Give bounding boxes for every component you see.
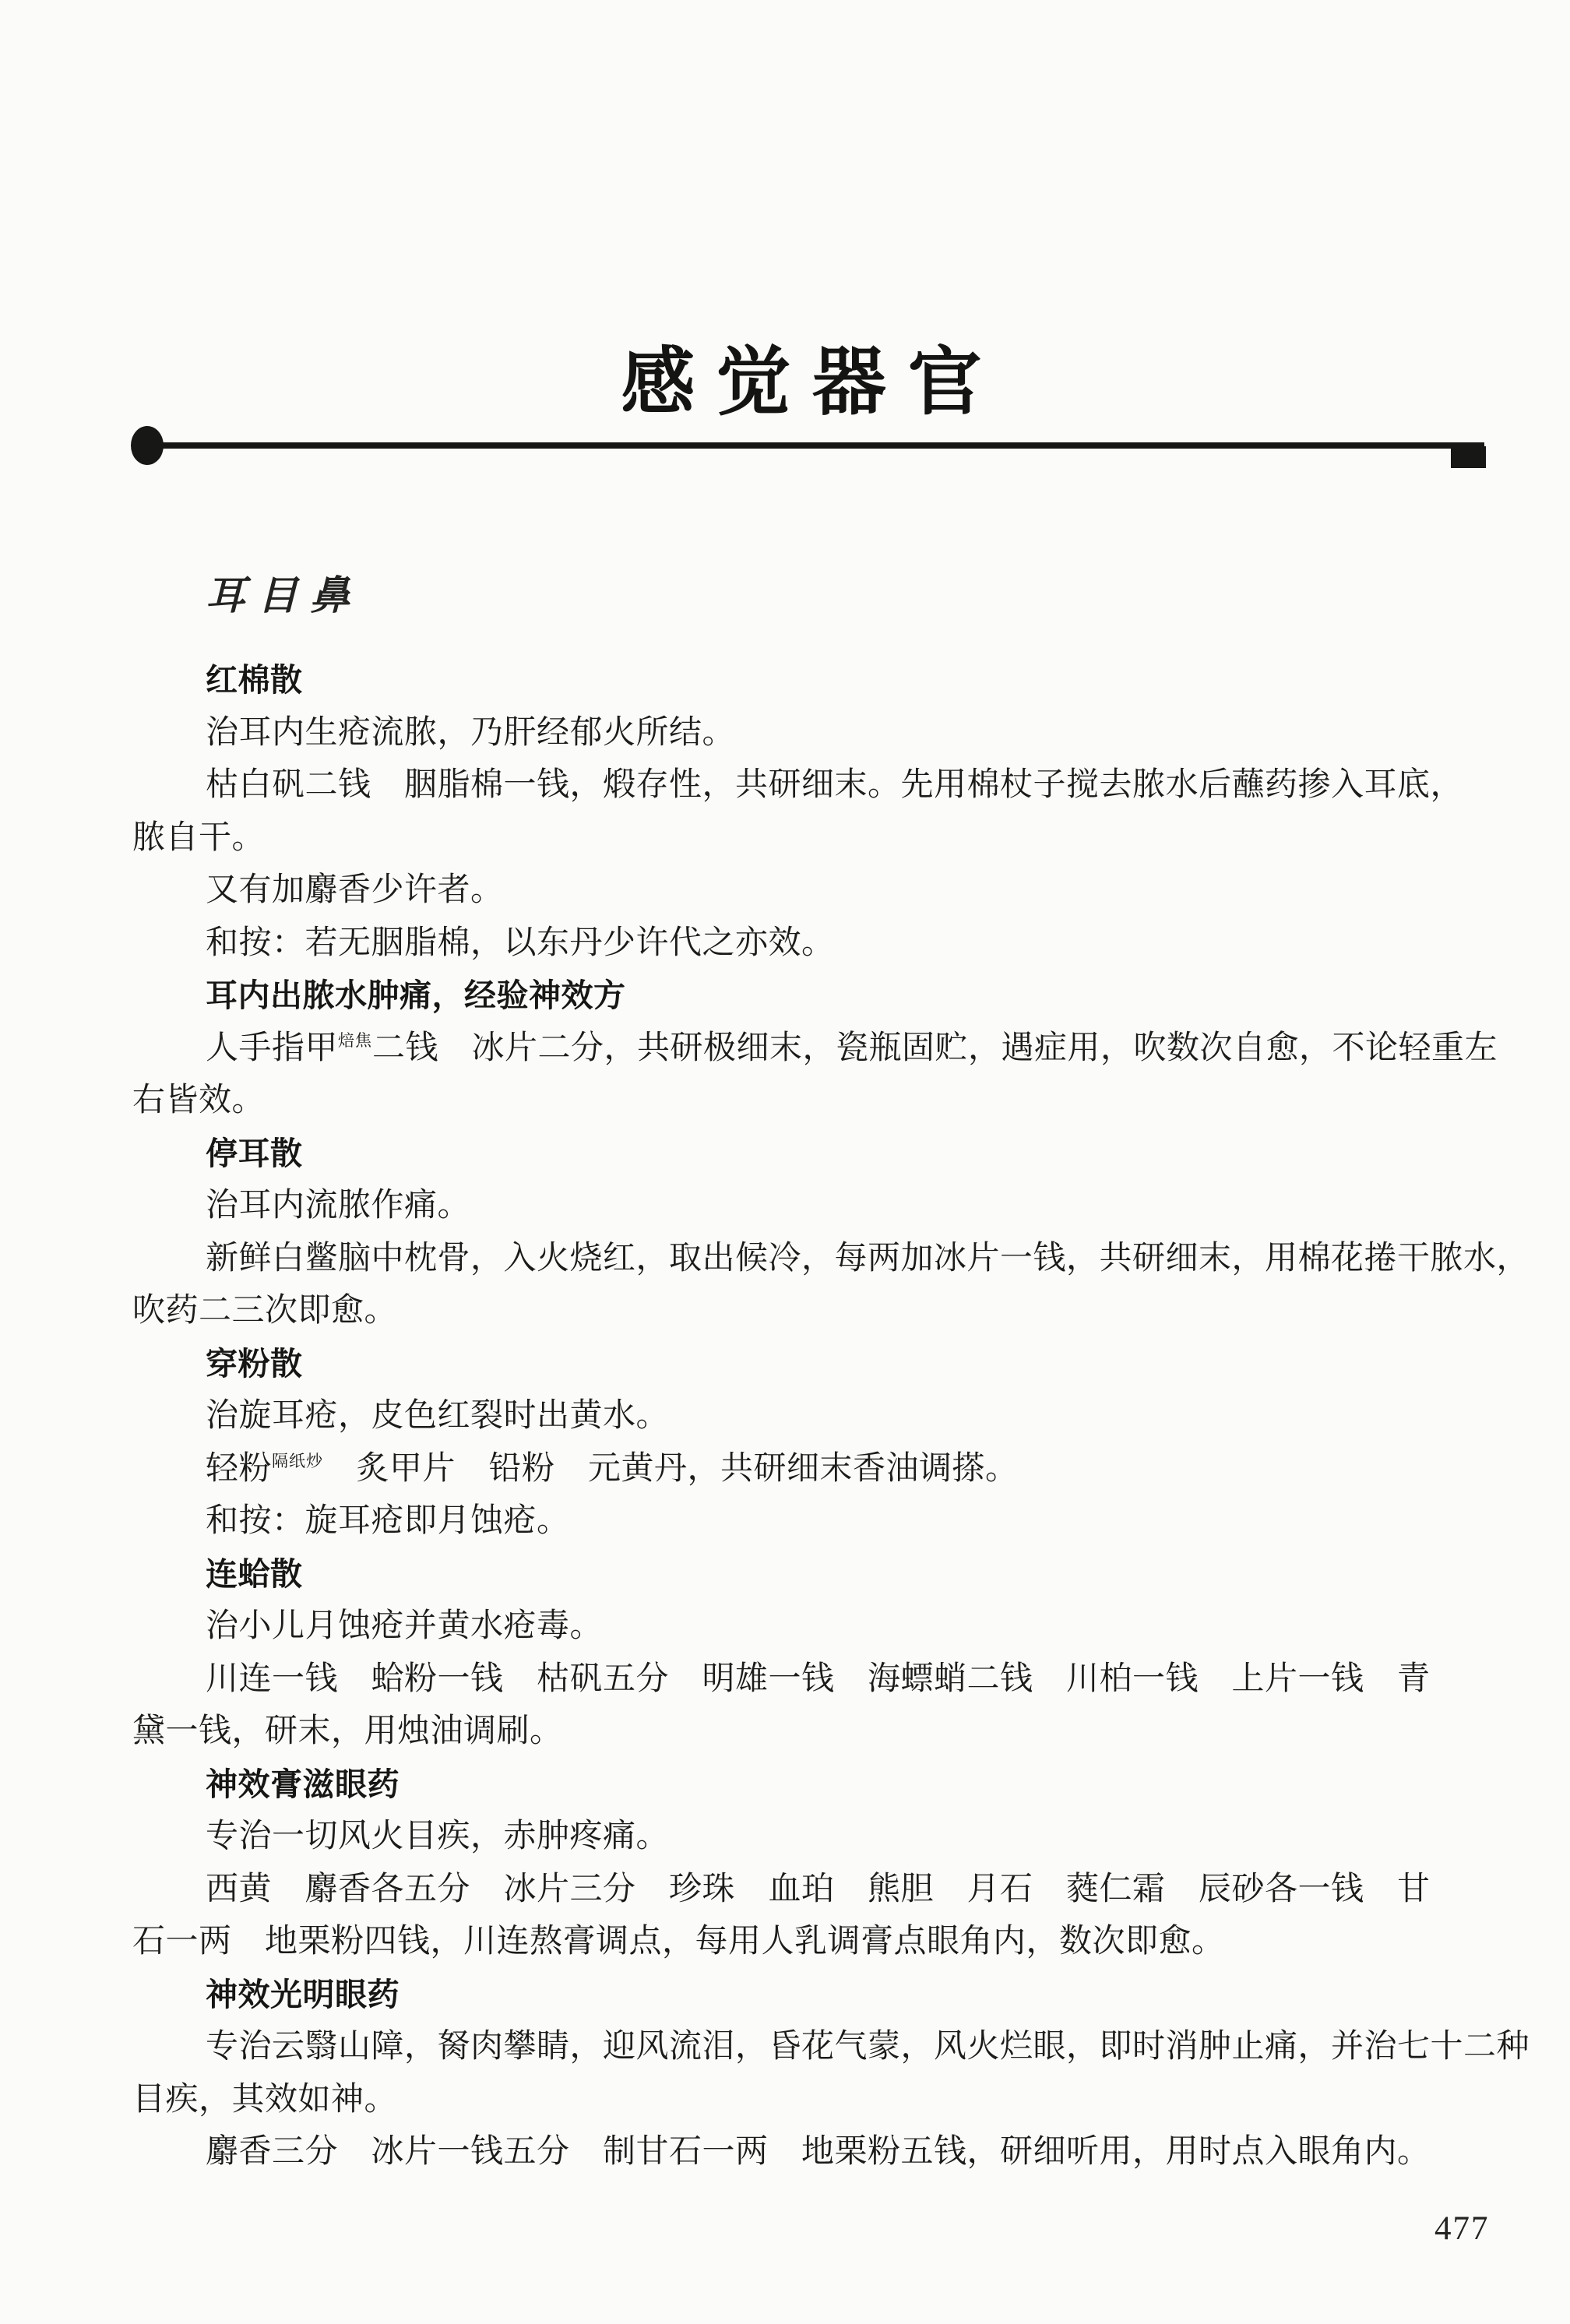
line-text: 连蛤散 — [206, 1555, 303, 1592]
line-text: 轻粉 — [206, 1450, 273, 1487]
page-number: 477 — [1434, 2210, 1490, 2247]
line-text-continued: 炙甲片 铅粉 元黄丹，共研细末香油调搽。 — [323, 1450, 1019, 1487]
line-text: 治耳内流脓作痛。 — [206, 1188, 471, 1224]
line-text: 和按：旋耳疮即月蚀疮。 — [206, 1503, 570, 1539]
text-line — [132, 1443, 1503, 1496]
text-line — [132, 1548, 1503, 1601]
section-title: 耳目鼻 — [206, 575, 363, 618]
line-text: 专治云翳山障，胬肉攀睛，迎风流泪，昏花气蒙，风火烂眼，即时消肿止痛，并治七十二种 — [206, 2029, 1530, 2065]
line-text: 停耳散 — [206, 1135, 303, 1171]
line-text: 新鲜白鳖脑中枕骨，入火烧红，取出候冷，每两加冰片一钱，共研细末，用棉花捲干脓水， — [206, 1240, 1530, 1276]
text-line — [132, 1969, 1503, 2022]
text-line — [132, 1864, 1503, 1917]
text-line — [132, 2126, 1503, 2179]
line-text: 右皆效。 — [132, 1083, 266, 1118]
line-text: 脓自干。 — [132, 819, 266, 856]
line-text: 川连一钱 蛤粉一钱 枯矾五分 明雄一钱 海螵蛸二钱 川柏一钱 上片一钱 青 — [206, 1660, 1431, 1697]
chapter-title: 感 觉 器 官 — [621, 341, 984, 424]
text-line — [132, 1023, 1503, 1076]
text-line — [132, 1233, 1530, 1286]
line-text: 目疾，其效如神。 — [132, 2081, 398, 2118]
text-line — [132, 1495, 1503, 1548]
text-line — [132, 917, 1503, 970]
line-text: 西黄 麝香各五分 冰片三分 珍珠 血珀 熊胆 月石 蕤仁霜 辰砂各一钱 甘 — [206, 1871, 1431, 1907]
text-line — [132, 1128, 1503, 1181]
text-line — [132, 707, 1503, 760]
line-text: 耳内出脓水肿痛，经验神效方 — [206, 977, 626, 1013]
text-line — [132, 1075, 1503, 1128]
text-line — [132, 1180, 1503, 1233]
text-line — [132, 2021, 1530, 2074]
line-text: 神效膏滋眼药 — [206, 1766, 400, 1802]
text-line — [132, 970, 1503, 1023]
line-text: 神效光明眼药 — [206, 1976, 400, 2012]
line-text: 人手指甲 — [206, 1030, 339, 1066]
text-line — [132, 1390, 1503, 1443]
text-line — [132, 654, 1503, 707]
text-line — [132, 812, 1503, 865]
prescriptions-text-block — [132, 654, 1530, 2179]
line-text: 治小儿月蚀疮并黄水疮毒。 — [206, 1608, 604, 1644]
text-line — [132, 2074, 1503, 2127]
text-line — [132, 1811, 1503, 1864]
line-text: 枯白矾二钱 胭脂棉一钱，煅存性，共研细末。先用棉杖子搅去脓水后蘸药掺入耳底， — [206, 767, 1464, 803]
text-line — [132, 1759, 1503, 1812]
line-text: 石一两 地栗粉四钱，川连熬膏调点，每用人乳调膏点眼角内，数次即愈。 — [132, 1924, 1225, 1960]
line-text-continued: 二钱 冰片二分，共研极细末，瓷瓶固贮，遇症用，吹数次自愈，不论轻重左 — [372, 1030, 1498, 1066]
line-text: 吹药二三次即愈。 — [132, 1293, 398, 1329]
line-text: 治耳内生疮流脓，乃肝经郁火所结。 — [206, 714, 736, 751]
line-text: 专治一切风火目疾，赤肿疼痛。 — [206, 1819, 670, 1854]
line-text: 黛一钱，研末，用烛油调刷。 — [132, 1713, 563, 1749]
rule-square-ornament — [1451, 446, 1486, 468]
line-text: 穿粉散 — [206, 1345, 303, 1382]
text-line — [132, 1706, 1503, 1759]
line-text: 和按：若无胭脂棉，以东丹少许代之亦效。 — [206, 924, 835, 961]
line-text: 治旋耳疮，皮色红裂时出黄水。 — [206, 1398, 670, 1434]
rule-line — [145, 442, 1484, 449]
line-text: 麝香三分 冰片一钱五分 制甘石一两 地栗粉五钱，研细听用，用时点入眼角内。 — [206, 2134, 1431, 2170]
text-line — [132, 1916, 1503, 1969]
line-text: 又有加麝香少许者。 — [206, 872, 504, 908]
text-line — [132, 759, 1503, 812]
text-line — [132, 864, 1503, 917]
text-line — [132, 1338, 1503, 1391]
line-text: 红棉散 — [206, 662, 303, 698]
preparation-note-superscript: 隔纸炒 — [272, 1451, 324, 1470]
text-line — [132, 1653, 1503, 1706]
text-line — [132, 1285, 1503, 1338]
preparation-note-superscript: 焙焦 — [338, 1030, 373, 1050]
text-line — [132, 1600, 1503, 1653]
